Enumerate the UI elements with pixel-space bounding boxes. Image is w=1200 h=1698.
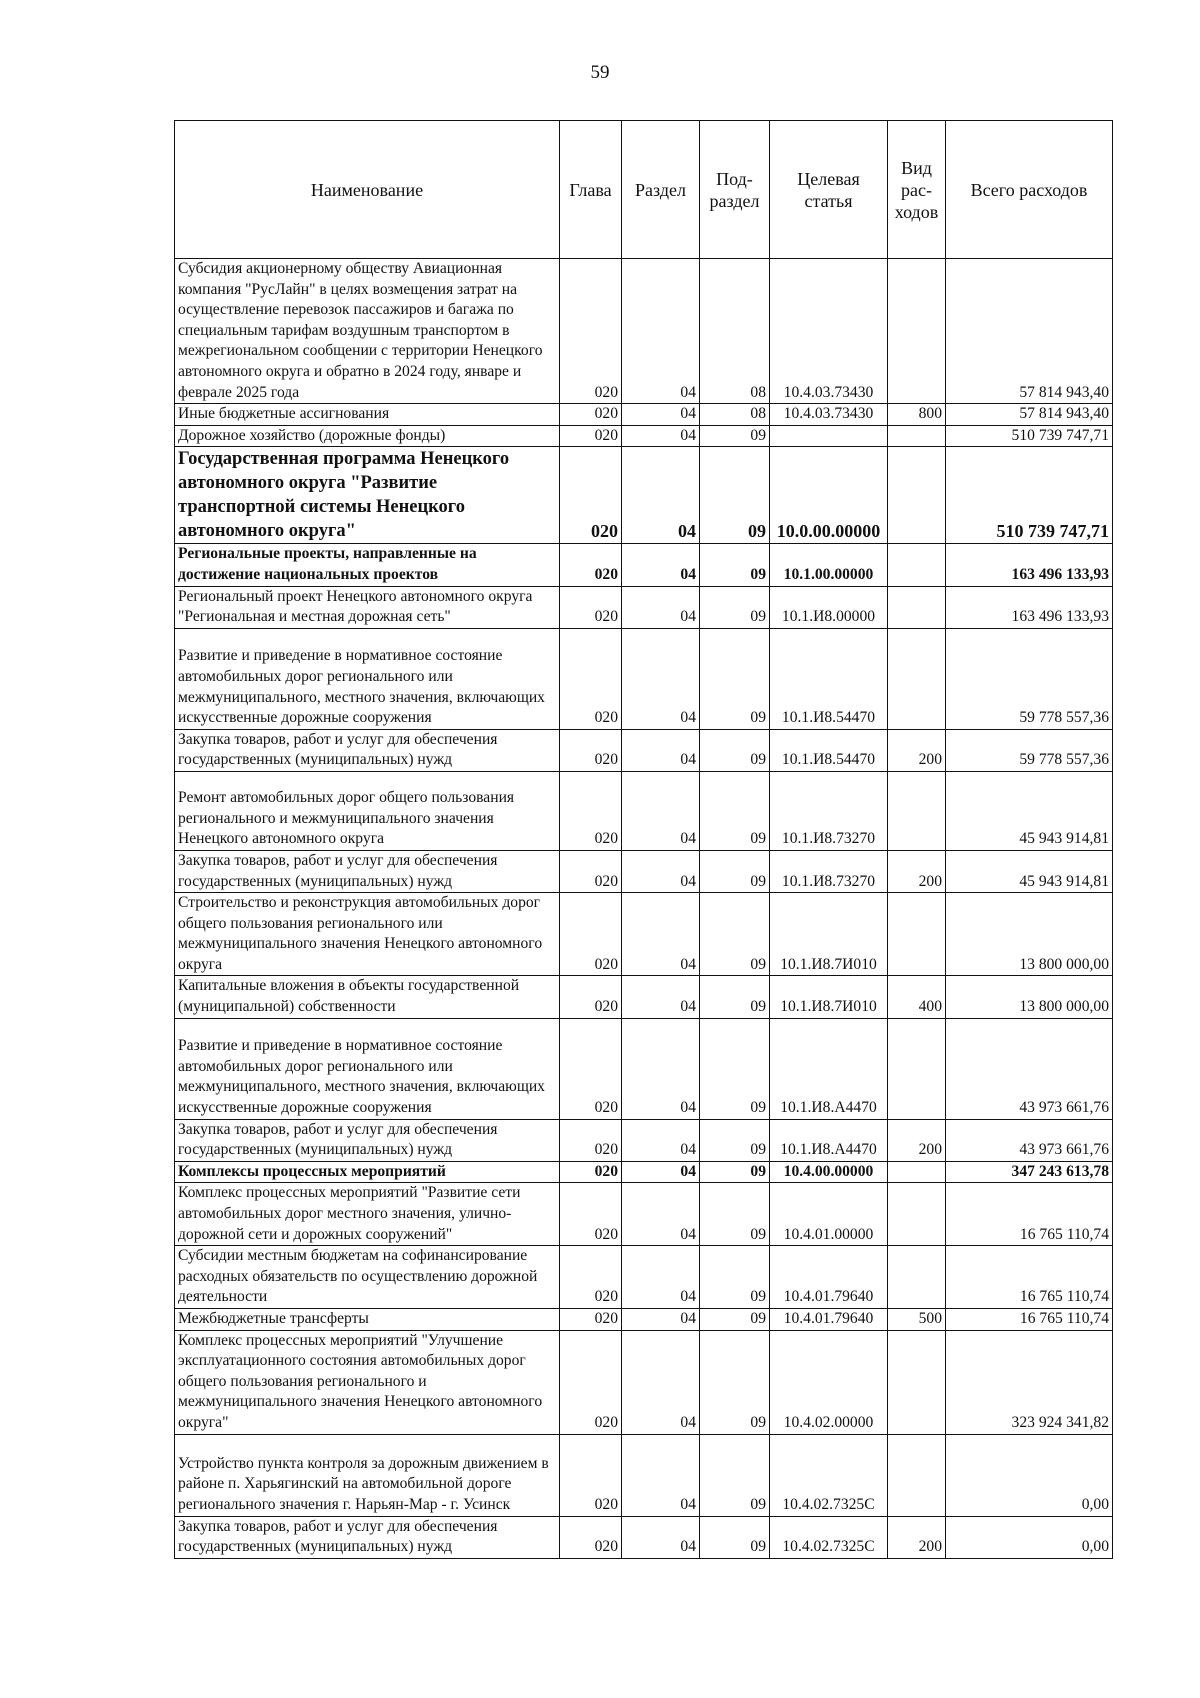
table-row [175, 1516, 1113, 1558]
header-total: Всего расходов [946, 121, 1113, 259]
row-expense-type: 200 [888, 1516, 946, 1558]
row-name: Субсидия акционерному обществу Авиационная компания "РусЛайн" в целях возмещения затрат на осуществление перевозок пассажиров и багажа по специальным тарифам воздушным транспортом в межрегиональном сообщении с территории Ненецкого автономного округа и обратно в 2024 году, январе и феврале 2025 года [175, 259, 560, 404]
row-total: 163 496 133,93 [946, 586, 1113, 628]
table-row [175, 1246, 1113, 1309]
row-subsection: 08 [700, 259, 770, 404]
row-expense-type: 200 [888, 850, 946, 892]
row-expense-type [888, 1330, 946, 1434]
row-total: 510 739 747,71 [946, 425, 1113, 447]
table-row [175, 1434, 1113, 1516]
row-subsection: 09 [700, 1434, 770, 1516]
row-target: 10.0.00.00000 [770, 447, 888, 544]
row-subsection: 08 [700, 404, 770, 426]
table-row [175, 1309, 1113, 1331]
row-section: 04 [622, 1018, 700, 1119]
table-row [175, 771, 1113, 850]
row-expense-type: 500 [888, 1309, 946, 1331]
row-subsection: 09 [700, 1309, 770, 1331]
page-number: 59 [590, 62, 610, 83]
row-chapter: 020 [560, 425, 622, 447]
row-target: 10.4.02.7325С [770, 1434, 888, 1516]
row-chapter: 020 [560, 404, 622, 426]
row-target: 10.1.00.00000 [770, 544, 888, 586]
row-section: 04 [622, 1516, 700, 1558]
row-total: 0,00 [946, 1434, 1113, 1516]
row-expense-type: 200 [888, 1119, 946, 1161]
row-section: 04 [622, 1183, 700, 1246]
row-chapter: 020 [560, 893, 622, 976]
row-name: Комплекс процессных мероприятий "Улучшение эксплуатационного состояния автомобильных дорог общего пользования регионального и межмуниципального значения Ненецкого автономного округа" [175, 1330, 560, 1434]
row-total: 45 943 914,81 [946, 850, 1113, 892]
table-row [175, 1161, 1113, 1183]
row-name: Закупка товаров, работ и услуг для обеспечения государственных (муниципальных) нужд [175, 729, 560, 771]
row-subsection: 09 [700, 729, 770, 771]
row-total: 43 973 661,76 [946, 1119, 1113, 1161]
row-expense-type: 800 [888, 404, 946, 426]
table-row [175, 976, 1113, 1018]
row-subsection: 09 [700, 1516, 770, 1558]
row-total: 59 778 557,36 [946, 729, 1113, 771]
row-subsection: 09 [700, 1330, 770, 1434]
row-subsection: 09 [700, 628, 770, 729]
row-section: 04 [622, 1246, 700, 1309]
row-section: 04 [622, 1309, 700, 1331]
row-target: 10.4.01.79640 [770, 1246, 888, 1309]
row-target: 10.1.И8.7И010 [770, 893, 888, 976]
row-name: Капитальные вложения в объекты государственной (муниципальной) собственности [175, 976, 560, 1018]
row-chapter: 020 [560, 1018, 622, 1119]
row-section: 04 [622, 628, 700, 729]
row-name: Развитие и приведение в нормативное состояние автомобильных дорог регионального или межмуниципального, местного значения, включающих искусственные дорожные сооружения [175, 628, 560, 729]
row-subsection: 09 [700, 893, 770, 976]
row-target: 10.1.И8.73270 [770, 771, 888, 850]
row-subsection: 09 [700, 1119, 770, 1161]
row-expense-type: 400 [888, 976, 946, 1018]
row-total: 16 765 110,74 [946, 1309, 1113, 1331]
row-name: Субсидии местным бюджетам на софинансирование расходных обязательств по осуществлению дорожной деятельности [175, 1246, 560, 1309]
row-expense-type [888, 628, 946, 729]
row-target: 10.4.02.7325С [770, 1516, 888, 1558]
row-total: 16 765 110,74 [946, 1246, 1113, 1309]
row-name: Иные бюджетные ассигнования [175, 404, 560, 426]
row-subsection: 09 [700, 425, 770, 447]
row-name: Комплексы процессных мероприятий [175, 1161, 560, 1183]
row-name: Государственная программа Ненецкого автономного округа "Развитие транспортной системы Ненецкого автономного округа" [175, 447, 560, 544]
row-section: 04 [622, 586, 700, 628]
row-section: 04 [622, 850, 700, 892]
row-expense-type [888, 893, 946, 976]
row-expense-type [888, 1183, 946, 1246]
row-name: Региональные проекты, направленные на достижение национальных проектов [175, 544, 560, 586]
table-row [175, 628, 1113, 729]
row-chapter: 020 [560, 976, 622, 1018]
row-subsection: 09 [700, 586, 770, 628]
row-chapter: 020 [560, 628, 622, 729]
row-name: Ремонт автомобильных дорог общего пользования регионального и межмуниципального значения Ненецкого автономного округа [175, 771, 560, 850]
table-row [175, 425, 1113, 447]
row-chapter: 020 [560, 1161, 622, 1183]
row-target: 10.4.03.73430 [770, 259, 888, 404]
row-target: 10.4.01.79640 [770, 1309, 888, 1331]
row-total: 323 924 341,82 [946, 1330, 1113, 1434]
budget-table [174, 120, 1113, 1559]
row-name: Закупка товаров, работ и услуг для обеспечения государственных (муниципальных) нужд [175, 1516, 560, 1558]
row-total: 16 765 110,74 [946, 1183, 1113, 1246]
row-chapter: 020 [560, 729, 622, 771]
row-subsection: 09 [700, 447, 770, 544]
row-chapter: 020 [560, 259, 622, 404]
row-target: 10.4.03.73430 [770, 404, 888, 426]
header-subsection: Под-раздел [700, 121, 770, 259]
row-expense-type [888, 586, 946, 628]
row-subsection: 09 [700, 1246, 770, 1309]
row-name: Закупка товаров, работ и услуг для обеспечения государственных (муниципальных) нужд [175, 1119, 560, 1161]
row-name: Межбюджетные трансферты [175, 1309, 560, 1331]
row-section: 04 [622, 771, 700, 850]
row-target: 10.1.И8.54470 [770, 628, 888, 729]
table-row [175, 893, 1113, 976]
row-target: 10.4.02.00000 [770, 1330, 888, 1434]
row-subsection: 09 [700, 1018, 770, 1119]
row-chapter: 020 [560, 1183, 622, 1246]
table-row [175, 544, 1113, 586]
row-expense-type [888, 1434, 946, 1516]
table-row [175, 1119, 1113, 1161]
row-section: 04 [622, 544, 700, 586]
row-subsection: 09 [700, 850, 770, 892]
row-total: 57 814 943,40 [946, 259, 1113, 404]
row-target: 10.4.01.00000 [770, 1183, 888, 1246]
table-row [175, 729, 1113, 771]
row-target: 10.1.И8.54470 [770, 729, 888, 771]
row-section: 04 [622, 1161, 700, 1183]
row-chapter: 020 [560, 447, 622, 544]
row-section: 04 [622, 1330, 700, 1434]
row-section: 04 [622, 404, 700, 426]
row-expense-type: 200 [888, 729, 946, 771]
row-total: 59 778 557,36 [946, 628, 1113, 729]
header-target: Целевая статья [770, 121, 888, 259]
row-subsection: 09 [700, 771, 770, 850]
table-row [175, 447, 1113, 544]
table-row [175, 1183, 1113, 1246]
row-chapter: 020 [560, 850, 622, 892]
row-target: 10.1.И8.7И010 [770, 976, 888, 1018]
row-expense-type [888, 1246, 946, 1309]
row-chapter: 020 [560, 1246, 622, 1309]
table-row [175, 1330, 1113, 1434]
row-subsection: 09 [700, 976, 770, 1018]
header-row [175, 121, 1113, 259]
header-chapter: Глава [560, 121, 622, 259]
row-target: 10.4.00.00000 [770, 1161, 888, 1183]
row-chapter: 020 [560, 1434, 622, 1516]
row-section: 04 [622, 1119, 700, 1161]
row-section: 04 [622, 425, 700, 447]
row-total: 13 800 000,00 [946, 893, 1113, 976]
row-total: 43 973 661,76 [946, 1018, 1113, 1119]
row-name: Комплекс процессных мероприятий "Развитие сети автомобильных дорог местного значения, улично-дорожной сети и дорожных сооружений" [175, 1183, 560, 1246]
row-name: Строительство и реконструкция автомобильных дорог общего пользования регионального или межмуниципального значения Ненецкого автономного округа [175, 893, 560, 976]
row-total: 163 496 133,93 [946, 544, 1113, 586]
row-target [770, 425, 888, 447]
row-chapter: 020 [560, 1119, 622, 1161]
row-total: 510 739 747,71 [946, 447, 1113, 544]
row-name: Развитие и приведение в нормативное состояние автомобильных дорог регионального или межмуниципального, местного значения, включающих искусственные дорожные сооружения [175, 1018, 560, 1119]
row-expense-type [888, 1161, 946, 1183]
table-row [175, 586, 1113, 628]
row-target: 10.1.И8.А4470 [770, 1119, 888, 1161]
row-chapter: 020 [560, 1330, 622, 1434]
row-subsection: 09 [700, 544, 770, 586]
header-section: Раздел [622, 121, 700, 259]
row-chapter: 020 [560, 586, 622, 628]
table-row [175, 1018, 1113, 1119]
header-name: Наименование [175, 121, 560, 259]
row-expense-type [888, 544, 946, 586]
row-total: 0,00 [946, 1516, 1113, 1558]
row-name: Устройство пункта контроля за дорожным движением в районе п. Харьягинский на автомобильной дороге регионального значения г. Нарьян-Мар - г. Усинск [175, 1434, 560, 1516]
row-expense-type [888, 259, 946, 404]
row-target: 10.1.И8.А4470 [770, 1018, 888, 1119]
row-expense-type [888, 1018, 946, 1119]
row-subsection: 09 [700, 1161, 770, 1183]
row-subsection: 09 [700, 1183, 770, 1246]
row-chapter: 020 [560, 771, 622, 850]
table-row [175, 404, 1113, 426]
row-section: 04 [622, 259, 700, 404]
row-chapter: 020 [560, 1516, 622, 1558]
row-name: Дорожное хозяйство (дорожные фонды) [175, 425, 560, 447]
row-expense-type [888, 425, 946, 447]
row-section: 04 [622, 976, 700, 1018]
row-chapter: 020 [560, 1309, 622, 1331]
header-expense-type: Вид рас-ходов [888, 121, 946, 259]
row-expense-type [888, 771, 946, 850]
row-total: 57 814 943,40 [946, 404, 1113, 426]
row-section: 04 [622, 447, 700, 544]
row-total: 45 943 914,81 [946, 771, 1113, 850]
row-name: Закупка товаров, работ и услуг для обеспечения государственных (муниципальных) нужд [175, 850, 560, 892]
row-expense-type [888, 447, 946, 544]
row-name: Региональный проект Ненецкого автономного округа "Региональная и местная дорожная сеть" [175, 586, 560, 628]
row-total: 13 800 000,00 [946, 976, 1113, 1018]
row-chapter: 020 [560, 544, 622, 586]
row-target: 10.1.И8.00000 [770, 586, 888, 628]
row-section: 04 [622, 1434, 700, 1516]
row-section: 04 [622, 729, 700, 771]
table-row [175, 850, 1113, 892]
row-section: 04 [622, 893, 700, 976]
row-total: 347 243 613,78 [946, 1161, 1113, 1183]
table-row [175, 259, 1113, 404]
row-target: 10.1.И8.73270 [770, 850, 888, 892]
